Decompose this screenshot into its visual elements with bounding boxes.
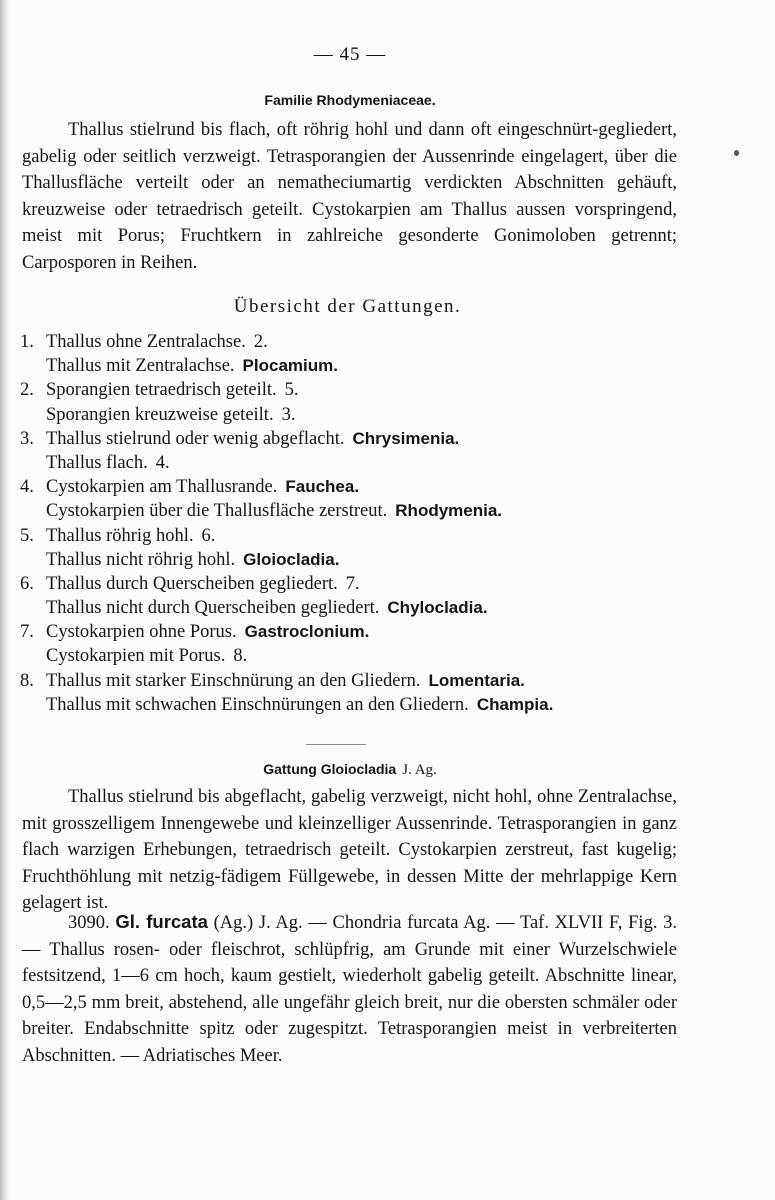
section-divider [306, 744, 366, 745]
key-number: 2. [20, 380, 34, 401]
key-text: Sporangien tetraedrisch geteilt. [46, 380, 277, 401]
key-line [20, 427, 680, 451]
key-text: Cystokarpien am Thallusrande. [46, 477, 278, 498]
key-lead: 8. [233, 646, 248, 667]
key-genus: Chrysimenia. [352, 428, 460, 448]
genus-heading-author: J. Ag. [402, 762, 437, 778]
key-number: 8. [20, 670, 34, 691]
key-lead: 7. [345, 573, 360, 594]
key-genus: Rhodymenia. [395, 501, 503, 521]
key-number: 6. [20, 573, 34, 594]
key-text: Thallus durch Querscheiben gegliedert. [46, 573, 338, 594]
genus-heading [0, 761, 700, 779]
key-line [20, 693, 680, 717]
key-line [20, 572, 680, 596]
key-lead: 6. [201, 525, 216, 546]
page-binding-edge [0, 0, 9, 1200]
family-description: Thallus stielrund bis flach, oft röhrig hohl und dann oft eingeschnürt-gegliedert, gabelig oder seitlich verzweigt. Tetrasporangien der Aussenrinde eingelagert, über die Thallusfläche verteilt oder an nematheciumartig verdickten Abschnitten gehäuft, kreuzweise oder tetraedrisch geteilt. Cystokarpien am Thallus aussen vorspringend, meist mit Porus; Fruchtkern in zahlreiche gesonderte Gonimoloben getrennt; Carposporen in Reihen. [22, 120, 677, 273]
key-text: Thallus flach. [46, 452, 148, 473]
genus-heading-name: Gattung Gloiocladia [263, 761, 397, 777]
key-number: 7. [20, 622, 34, 643]
key-text: Thallus nicht röhrig hohl. [46, 549, 236, 570]
species-name: Gl. furcata [115, 911, 208, 932]
key-text: Thallus mit starker Einschnürung an den Gliedern. [46, 670, 421, 691]
key-genus: Fauchea. [285, 477, 360, 497]
key-lead: 4. [155, 452, 170, 473]
key-text: Cystokarpien über die Thallusfläche zerstreut. [46, 501, 388, 522]
key-line [20, 403, 680, 427]
key-line [20, 548, 680, 572]
ink-speck [734, 150, 739, 156]
overview-title: Übersicht der Gattungen. [233, 296, 462, 317]
species-text: (Ag.) J. Ag. — Chondria furcata Ag. — Taf. XLVII F, Fig. 3. — Thallus rosen- oder fleischrot, schlüpfrig, am Grunde mit einer Wurzelschwiele festsitzend, 1—6 cm hoch, kaum gestielt, wiederholt gabelig geteilt. Abschnitte linear, 0,5—2,5 mm breit, abstehend, alle ungefähr gleich breit, nur die obersten schmäler oder breiter. Endabschnitte spitz oder zugespitzt. Tetrasporangien meist in verbreiterten Abschnitten. — Adriatisches Meer. [22, 913, 678, 1066]
family-heading: Familie Rhodymeniaceae. [264, 92, 436, 108]
key-text: Cystokarpien ohne Porus. [46, 622, 237, 643]
key-text: Cystokarpien mit Porus. [46, 646, 226, 667]
key-text: Sporangien kreuzweise geteilt. [46, 404, 274, 425]
species-entry [22, 909, 677, 1069]
page-number: — 45 — [313, 44, 387, 65]
key-line [20, 499, 680, 523]
key-line [20, 620, 680, 644]
key-number: 3. [20, 428, 34, 449]
key-genus: Lomentaria. [428, 670, 525, 690]
key-genus: Gloiocladia. [243, 549, 340, 569]
key-number: 5. [20, 525, 34, 546]
key-line [20, 644, 680, 668]
genus-description: Thallus stielrund bis abgeflacht, gabelig verzweigt, nicht hohl, ohne Zentralachse, mit grosszelligem Innengewebe und kleinzelliger Aussenrinde. Tetrasporangien in ganz flach warzigen Erhebungen, tetraedrisch geteilt. Cystokarpien zerstreut, fast kugelig; Fruchthöhlung mit netzig-fädigem Füllgewebe, in dessen Mitte der mehrlappige Kern gelagert ist. [22, 787, 677, 913]
species-number: 3090. [68, 913, 110, 933]
key-genus: Champia. [476, 694, 554, 714]
key-line [20, 330, 680, 354]
key-number: 4. [20, 477, 34, 498]
key-lead: 2. [253, 332, 268, 352]
key-text: Thallus mit schwachen Einschnürungen an den Gliedern. [46, 694, 469, 715]
key-lead: 3. [281, 404, 296, 425]
key-text: Thallus stielrund oder wenig abgeflacht. [46, 428, 345, 449]
key-line [20, 378, 680, 402]
key-text: Thallus ohne Zentralachse. [46, 332, 246, 352]
key-number: 1. [20, 332, 34, 352]
key-line [20, 354, 680, 378]
key-genus: Gastroclonium. [244, 622, 370, 642]
key-line [20, 524, 680, 548]
key-text: Thallus mit Zentralachse. [46, 356, 235, 377]
key-lead: 5. [284, 380, 299, 401]
key-line [20, 475, 680, 499]
genus-key [20, 330, 680, 717]
key-text: Thallus röhrig hohl. [46, 525, 194, 546]
key-text: Thallus nicht durch Querscheiben gegliedert. [46, 598, 380, 619]
key-genus: Plocamium. [242, 356, 338, 376]
key-line [20, 451, 680, 475]
key-line [20, 669, 680, 693]
key-line [20, 596, 680, 620]
key-genus: Chylocladia. [387, 598, 488, 618]
